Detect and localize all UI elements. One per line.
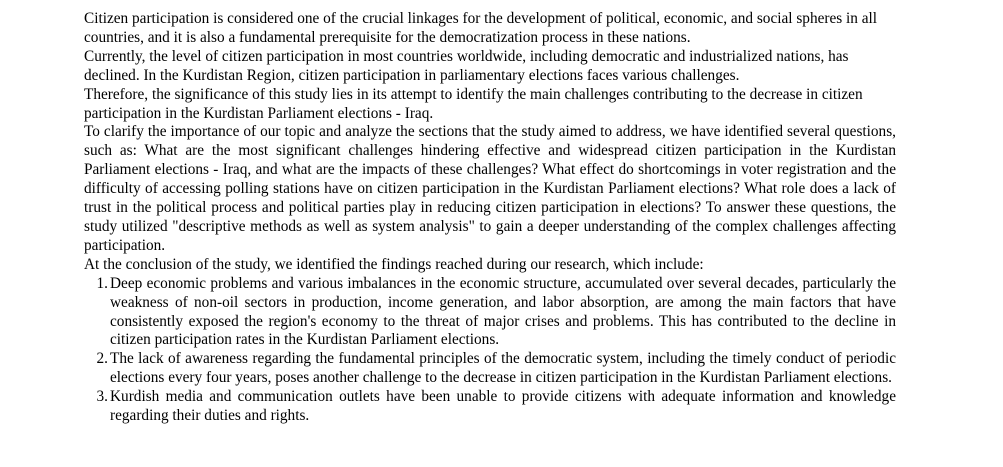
document-body	[84, 10, 896, 426]
list-item-number: 2.	[96, 350, 108, 368]
findings-list	[84, 275, 896, 426]
list-item-text: Kurdish media and communication outlets have been unable to provide citizens with adequate information and knowledge regarding their duties and rights.	[110, 388, 896, 425]
list-item	[84, 275, 896, 351]
list-item-number: 1.	[96, 274, 108, 292]
paragraph-current-level: Currently, the level of citizen participation in most countries worldwide, including democratic and industrialized nations, has declined. In the Kurdistan Region, citizen participation in parliamentary elections faces various challenges.	[84, 47, 849, 84]
paragraph-intro: Citizen participation is considered one of the crucial linkages for the development of political, economic, and social spheres in all countries, and it is also a fundamental prerequisite for the democratization process in these nations.	[84, 10, 878, 46]
paragraph-conclusion: At the conclusion of the study, we identified the findings reached during our research, which include:	[84, 255, 704, 273]
paragraph-significance: Therefore, the significance of this study lies in its attempt to identify the main challenges contributing to the decrease in citizen participation in the Kurdistan Parliament elections - Iraq.	[84, 85, 863, 122]
paragraph-questions: To clarify the importance of our topic and analyze the sections that the study aimed to address, we have identified several questions, such as: What are the most significant challenges hindering effective and widespread citizen participation in the Kurdistan Parliament elections - Iraq, and what are the impacts of these challenges? What effect do shortcomings in voter registration and the difficulty of accessing polling stations have on citizen participation in the Kurdistan Parliament elections? What role does a lack of trust in the political process and political parties play in reducing citizen participation in elections? To answer these questions, the study utilized "descriptive methods as well as system analysis" to gain a deeper understanding of the complex challenges affecting participation.	[84, 123, 896, 254]
list-item-text: The lack of awareness regarding the fundamental principles of the democratic system, including the timely conduct of periodic elections every four years, poses another challenge to the decrease in citizen participation in the Kurdistan Parliament elections.	[110, 350, 896, 387]
list-item-number: 3.	[96, 388, 108, 406]
list-item-text: Deep economic problems and various imbalances in the economic structure, accumulated over several decades, particularly the weakness of non-oil sectors in production, income generation, and labor absorption, are among the main factors that have consistently exposed the region's economy to the threat of major crises and problems. This has contributed to the decline in citizen participation rates in the Kurdistan Parliament elections.	[110, 274, 896, 349]
list-item	[84, 350, 896, 388]
list-item	[84, 388, 896, 426]
